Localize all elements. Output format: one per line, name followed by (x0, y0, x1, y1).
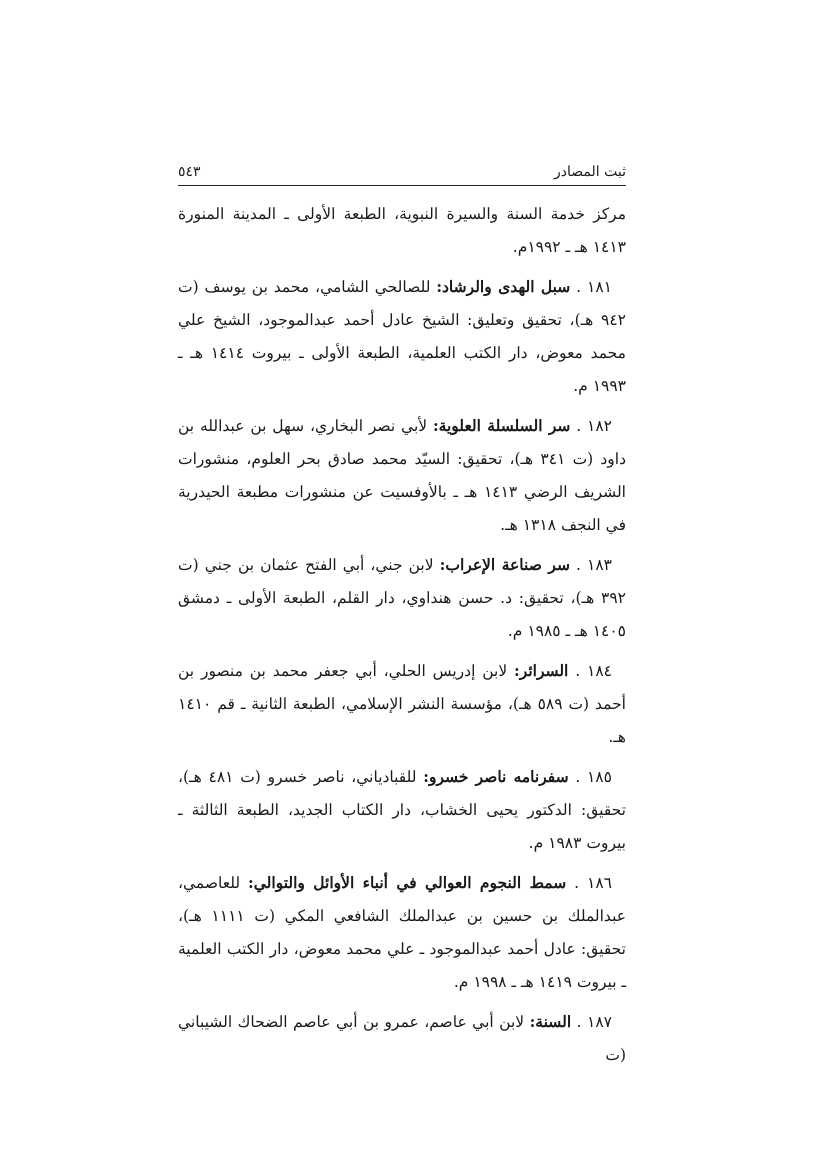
bibliography-content (178, 198, 626, 1078)
entry-number: ١٨٣ . (576, 556, 612, 574)
entry-title: السرائر: (514, 661, 569, 680)
entry-title: سمط النجوم العوالي في أنباء الأوائل والتوالي: (248, 873, 567, 892)
running-title: ثبت المصادر (554, 164, 626, 180)
bibliography-entry-186 (178, 866, 626, 999)
entry-text: للقبادياني، ناصر خسرو (ت ٤٨١ هـ)، تحقيق: الدكتور يحيى الخشاب، دار الكتاب الجديد، الطبعة الثالثة ـ بيروت ١٩٨٣ م. (178, 768, 626, 852)
entry-number: ١٨٧ . (576, 1013, 612, 1031)
entry-text: مركز خدمة السنة والسيرة النبوية، الطبعة الأولى ـ المدينة المنورة ١٤١٣ هـ ـ ١٩٩٢م. (178, 205, 626, 256)
entry-number: ١٨٦ . (574, 874, 612, 892)
bibliography-entry-185 (178, 760, 626, 860)
bibliography-entry-181 (178, 270, 626, 403)
entry-title: سر صناعة الإعراب: (439, 555, 570, 574)
entry-number: ١٨٥ . (575, 768, 612, 786)
entry-text: لابن إدريس الحلي، أبي جعفر محمد بن منصور بن أحمد (ت ٥٨٩ هـ)، مؤسسة النشر الإسلامي، الطبعة الثانية ـ قم ١٤١٠ هـ. (178, 662, 626, 746)
entry-text: لأبي نصر البخاري، سهل بن عبدالله بن داود (ت ٣٤١ هـ)، تحقيق: السيّد محمد صادق بحر العلوم، منشورات الشريف الرضي ١٤١٣ هـ ـ بالأوفسيت عن منشورات مطبعة الحيدرية في النجف ١٣١٨ هـ. (178, 417, 626, 534)
bibliography-entry-184 (178, 654, 626, 754)
bibliography-entry-183 (178, 548, 626, 648)
page-header (178, 163, 626, 186)
entry-text: للعاصمي، عبدالملك بن حسين بن عبدالملك الشافعي المكي (ت ١١١١ هـ)، تحقيق: عادل أحمد عبدالموجود ـ علي محمد معوض، دار الكتب العلمية ـ بيروت ١٤١٩ هـ ـ ١٩٩٨ م. (178, 874, 626, 991)
entry-number: ١٨١ . (576, 278, 612, 296)
bibliography-entry-continuation (178, 198, 626, 264)
entry-number: ١٨٢ . (576, 417, 612, 435)
entry-text: للصالحي الشامي، محمد بن يوسف (ت ٩٤٢ هـ)، تحقيق وتعليق: الشيخ عادل أحمد عبدالموجود، الشيخ علي محمد معوض، دار الكتب العلمية، الطبعة الأولى ـ بيروت ١٤١٤ هـ ـ ١٩٩٣ م. (178, 278, 626, 395)
entry-title: سبل الهدى والرشاد: (436, 277, 571, 296)
entry-title: السنة: (529, 1012, 572, 1031)
page-number: ٥٤٣ (178, 164, 201, 180)
entry-text: لابن جني، أبي الفتح عثمان بن جني (ت ٣٩٢ هـ)، تحقيق: د. حسن هنداوي، دار القلم، الطبعة الأولى ـ دمشق ١٤٠٥ هـ ـ ١٩٨٥ م. (178, 556, 626, 640)
entry-title: سفرنامه ناصر خسرو: (423, 767, 569, 786)
bibliography-entry-187 (178, 1005, 626, 1072)
entry-title: سر السلسلة العلوية: (432, 416, 571, 435)
entry-text: لابن أبي عاصم، عمرو بن أبي عاصم الضحاك الشيباني (ت (178, 1013, 626, 1064)
entry-number: ١٨٤ . (575, 662, 612, 680)
bibliography-entry-182 (178, 409, 626, 542)
